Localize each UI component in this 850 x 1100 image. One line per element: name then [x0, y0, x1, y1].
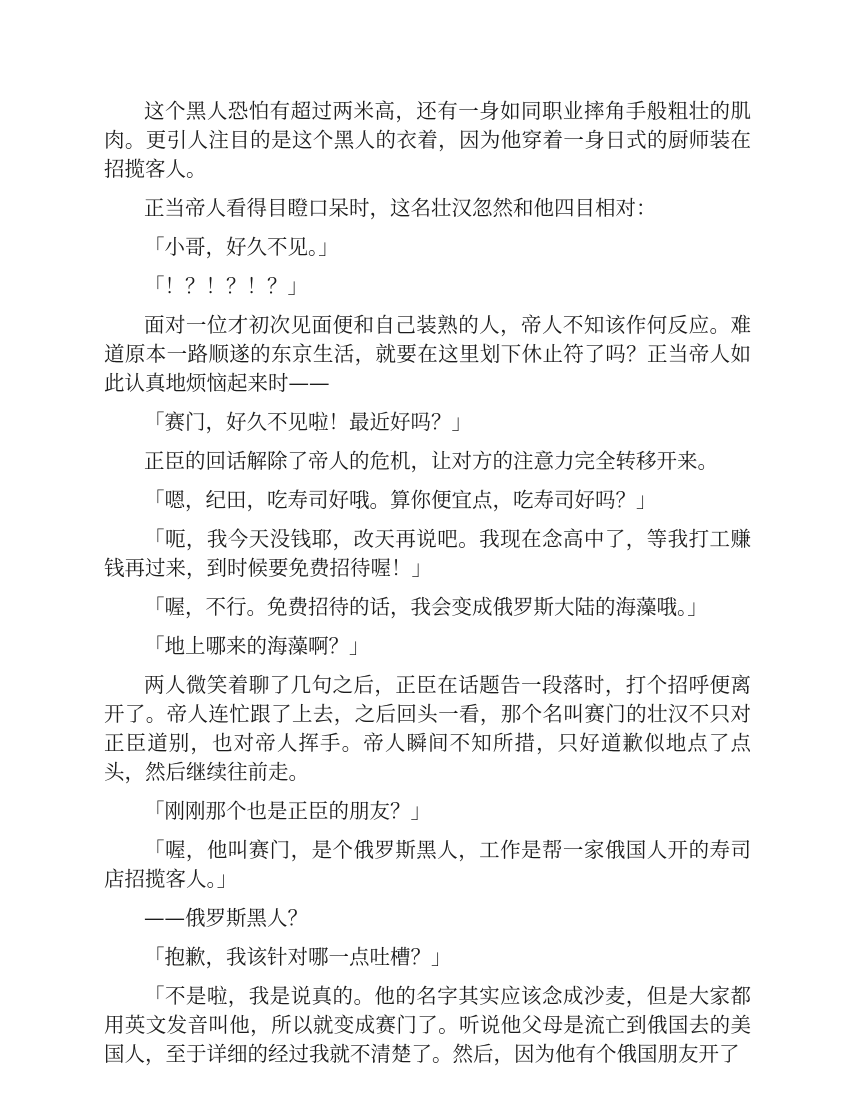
paragraph: 这个黑人恐怕有超过两米高，还有一身如同职业摔角手般粗壮的肌肉。更引人注目的是这个黑人的衣着，因为他穿着一身日式的厨师装在招揽客人。 — [104, 99, 751, 181]
dialogue-line: 「喔，他叫赛门，是个俄罗斯黑人，工作是帮一家俄国人开的寿司店招揽客人。」 — [104, 838, 751, 891]
dialogue-line: 「抱歉，我该针对哪一点吐槽？」 — [144, 945, 452, 969]
dialogue-line: 「小哥，好久不见。」 — [144, 235, 339, 259]
paragraph: 面对一位才初次见面便和自己装熟的人，帝人不知该作何反应。难道原本一路顺遂的东京生活，就要在这里划下休止符了吗？正当帝人如此认真地烦恼起来时—— — [104, 313, 751, 395]
body-text — [104, 97, 751, 1079]
paragraph: ——俄罗斯黑人？ — [144, 906, 308, 930]
paragraph: 正臣的回话解除了帝人的危机，让对方的注意力完全转移开来。 — [144, 449, 718, 473]
paragraph: 两人微笑着聊了几句之后，正臣在话题告一段落时，打个招呼便离开了。帝人连忙跟了上去，之后回头一看，那个名叫赛门的壮汉不只对正臣道别，也对帝人挥手。帝人瞬间不知所措，只好道歉似地点了点头，然后继续往前走。 — [104, 673, 751, 784]
dialogue-line: 「刚刚那个也是正臣的朋友？」 — [144, 799, 431, 823]
dialogue-line: 「地上哪来的海藻啊？」 — [144, 634, 370, 658]
dialogue-line: 「不是啦，我是说真的。他的名字其实应该念成沙麦，但是大家都用英文发音叫他，所以就变成赛门了。听说他父母是流亡到俄国去的美国人，至于详细的经过我就不清楚了。然后，因为他有个俄国朋友开了 — [104, 984, 751, 1066]
dialogue-line: 「喔，不行。免费招待的话，我会变成俄罗斯大陆的海藻哦。」 — [144, 595, 708, 619]
dialogue-line: 「！？！？！？」 — [144, 274, 308, 298]
dialogue-line: 「嗯，纪田，吃寿司好哦。算你便宜点，吃寿司好吗？」 — [144, 488, 657, 512]
dialogue-line: 「赛门，好久不见啦！最近好吗？」 — [144, 410, 472, 434]
paragraph: 正当帝人看得目瞪口呆时，这名壮汉忽然和他四目相对： — [144, 196, 657, 220]
dialogue-line: 「呃，我今天没钱耶，改天再说吧。我现在念高中了，等我打工赚钱再过来，到时候要免费招待喔！」 — [104, 527, 751, 580]
